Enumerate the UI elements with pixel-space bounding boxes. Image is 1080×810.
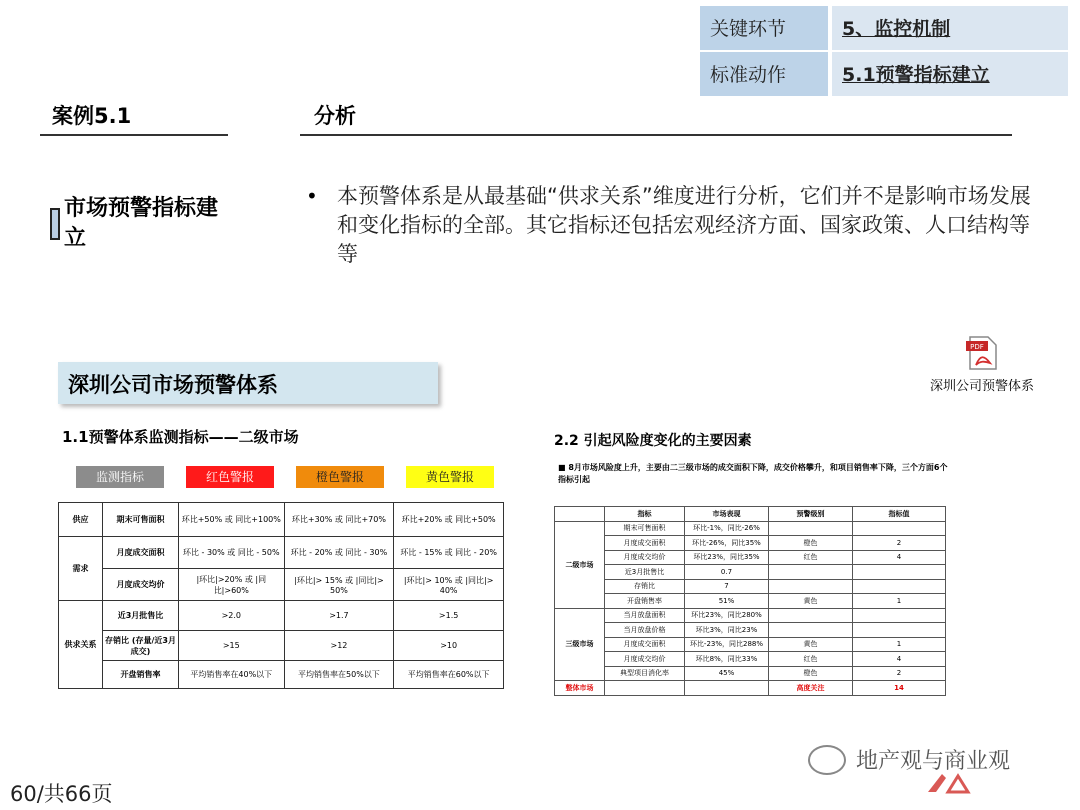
table-cell xyxy=(685,681,769,696)
legend-yellow: 黄色警报 xyxy=(406,466,494,488)
legend-red: 红色警报 xyxy=(186,466,274,488)
table-header: 预警级别 xyxy=(769,507,853,522)
watermark-text: 地产观与商业观 xyxy=(856,749,1011,774)
total-label: 整体市场 xyxy=(555,681,605,696)
table-header: 指标值 xyxy=(853,507,946,522)
table-cell-item: 月度成交面积 xyxy=(103,537,179,569)
page-number: 60/共66页 xyxy=(10,782,113,806)
table-cell: 环比3%，同比23% xyxy=(685,623,769,638)
section-banner: 深圳公司市场预警体系 xyxy=(58,362,438,404)
table-cell: 环比8%，同比33% xyxy=(685,652,769,667)
pdf-caption[interactable]: 深圳公司预警体系 xyxy=(930,379,1035,394)
table-cell-red: 环比 - 30% 或 同比 - 50% xyxy=(179,537,285,569)
table-cell-yellow: 平均销售率在60%以下 xyxy=(394,661,504,689)
table-cell: 开盘销售率 xyxy=(605,594,685,609)
table-cell-yellow: 环比 - 15% 或 同比 - 20% xyxy=(394,537,504,569)
legend xyxy=(76,466,516,488)
table-cell: 典型项目消化率 xyxy=(605,666,685,681)
table-cell-yellow: >10 xyxy=(394,631,504,661)
table-cell: 1 xyxy=(853,637,946,652)
table-cell-category: 供求关系 xyxy=(59,601,103,689)
table-header: 市场表现 xyxy=(685,507,769,522)
pdf-icon-label: PDF xyxy=(970,343,984,351)
table-cell-red: |环比|>20% 或 |同比|>60% xyxy=(179,569,285,601)
table-cell: 0.7 xyxy=(685,565,769,580)
table-cell: 橙色 xyxy=(769,666,853,681)
table-cell xyxy=(769,565,853,580)
warning-indicator-table xyxy=(58,502,504,689)
total-value: 14 xyxy=(853,681,946,696)
table-header: 指标 xyxy=(605,507,685,522)
table-cell xyxy=(605,681,685,696)
table-cell-category: 需求 xyxy=(59,537,103,601)
risk-factor-table xyxy=(554,506,946,696)
table-cell: 当月放盘面积 xyxy=(605,608,685,623)
total-level: 高度关注 xyxy=(769,681,853,696)
table-cell: 月度成交均价 xyxy=(605,550,685,565)
table-cell xyxy=(769,521,853,536)
table-cell-item: 近3月批售比 xyxy=(103,601,179,631)
table-cell: 黄色 xyxy=(769,594,853,609)
table-cell: 环比-23%，同比288% xyxy=(685,637,769,652)
table-cell xyxy=(853,579,946,594)
table-cell: 存销比 xyxy=(605,579,685,594)
table-cell: 环比-1%，同比-26% xyxy=(685,521,769,536)
divider xyxy=(40,134,228,136)
table-cell: 红色 xyxy=(769,550,853,565)
legend-monitor: 监测指标 xyxy=(76,466,164,488)
case-title: 案例5.1 xyxy=(52,104,132,128)
table-header xyxy=(555,507,605,522)
table-cell-item: 存销比 (存量/近3月成交) xyxy=(103,631,179,661)
table-cell-red: 平均销售率在40%以下 xyxy=(179,661,285,689)
divider xyxy=(300,134,1012,136)
table-cell xyxy=(853,608,946,623)
key-value-1[interactable]: 5、监控机制 xyxy=(832,6,1068,50)
table-cell-yellow: |环比|> 10% 或 |同比|> 40% xyxy=(394,569,504,601)
bullet: • xyxy=(306,184,318,208)
left-table-title: 1.1预警体系监测指标——二级市场 xyxy=(62,428,299,446)
table-cell: 月度成交均价 xyxy=(605,652,685,667)
table-cell: 1 xyxy=(853,594,946,609)
right-table-title: 2.2 引起风险度变化的主要因素 xyxy=(554,433,752,449)
table-cell: 环比23%，同比35% xyxy=(685,550,769,565)
key-label-1: 关键环节 xyxy=(700,6,828,50)
analysis-title: 分析 xyxy=(314,104,356,128)
table-cell-yellow: 环比+20% 或 同比+50% xyxy=(394,503,504,537)
key-value-2[interactable]: 5.1预警指标建立 xyxy=(832,52,1068,96)
table-cell: 月度成交面积 xyxy=(605,536,685,551)
table-cell xyxy=(769,623,853,638)
table-cell-orange: >1.7 xyxy=(284,601,394,631)
brand-logo-icon xyxy=(924,768,984,798)
table-cell: 2 xyxy=(853,536,946,551)
table-cell-red: >15 xyxy=(179,631,285,661)
table-cell-orange: 环比+30% 或 同比+70% xyxy=(284,503,394,537)
table-cell-red: 环比+50% 或 同比+100% xyxy=(179,503,285,537)
table-cell-item: 期末可售面积 xyxy=(103,503,179,537)
analysis-text: 本预警体系是从最基础“供求关系”维度进行分析，它们并不是影响市场发展和变化指标的全部。其它指标还包括宏观经济方面、国家政策、人口结构等等 xyxy=(337,184,1031,266)
table-cell: 7 xyxy=(685,579,769,594)
table-cell: 51% xyxy=(685,594,769,609)
table-cell: 2 xyxy=(853,666,946,681)
table-cell-item: 开盘销售率 xyxy=(103,661,179,689)
table-cell: 月度成交面积 xyxy=(605,637,685,652)
table-cell: 4 xyxy=(853,550,946,565)
group-label: 二级市场 xyxy=(555,521,605,608)
table-cell xyxy=(853,623,946,638)
table-cell-orange: >12 xyxy=(284,631,394,661)
table-cell-category: 供应 xyxy=(59,503,103,537)
table-cell xyxy=(769,579,853,594)
table-cell: 黄色 xyxy=(769,637,853,652)
table-cell: 45% xyxy=(685,666,769,681)
table-cell: 橙色 xyxy=(769,536,853,551)
side-title: 市场预警指标建立 xyxy=(64,196,219,251)
table-cell: 环比-26%，同比35% xyxy=(685,536,769,551)
table-cell xyxy=(853,565,946,580)
table-cell-orange: |环比|> 15% 或 |同比|> 50% xyxy=(284,569,394,601)
table-cell: 期末可售面积 xyxy=(605,521,685,536)
legend-orange: 橙色警报 xyxy=(296,466,384,488)
side-marker xyxy=(50,208,60,240)
table-cell: 环比23%，同比280% xyxy=(685,608,769,623)
table-cell: 4 xyxy=(853,652,946,667)
key-label-2: 标准动作 xyxy=(700,52,828,96)
right-note: ■ 8月市场风险度上升，主要由二三级市场的成交面积下降，成交价格攀升，和项目销售率下降，三个方面6个指标引起 xyxy=(558,463,948,484)
pdf-icon[interactable] xyxy=(964,335,1000,371)
table-cell xyxy=(769,608,853,623)
table-cell: 当月放盘价格 xyxy=(605,623,685,638)
table-cell-item: 月度成交均价 xyxy=(103,569,179,601)
table-cell: 红色 xyxy=(769,652,853,667)
key-table xyxy=(700,6,1068,98)
table-cell-red: >2.0 xyxy=(179,601,285,631)
group-label: 三级市场 xyxy=(555,608,605,681)
table-cell-orange: 平均销售率在50%以下 xyxy=(284,661,394,689)
wechat-icon xyxy=(808,745,846,775)
table-cell-orange: 环比 - 20% 或 同比 - 30% xyxy=(284,537,394,569)
table-cell xyxy=(853,521,946,536)
table-cell: 近3月批售比 xyxy=(605,565,685,580)
table-cell-yellow: >1.5 xyxy=(394,601,504,631)
